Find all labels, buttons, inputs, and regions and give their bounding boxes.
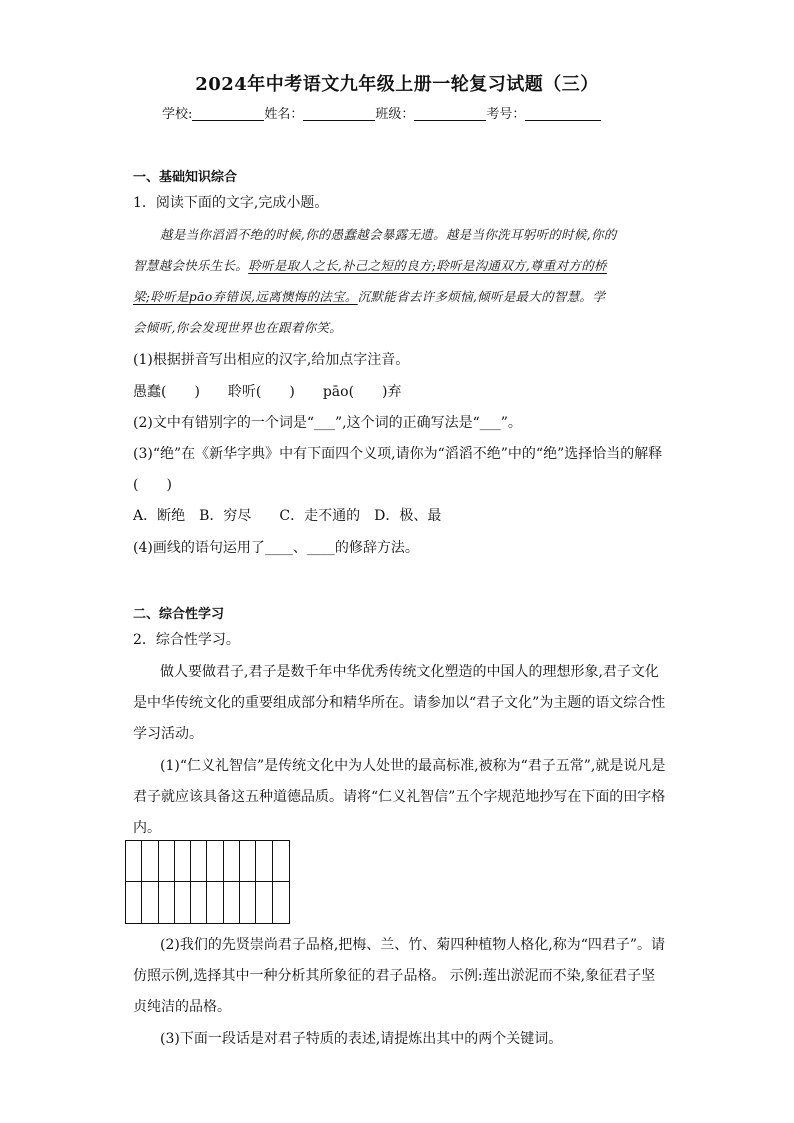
grid-cell[interactable] (175, 841, 191, 882)
grid-cell[interactable] (126, 882, 142, 923)
grid-cell[interactable] (256, 882, 272, 923)
subquestion-1-items: 愚蠢( ) 聆听( ) pāo( )弃 (133, 384, 402, 400)
intro-line-3: 学习活动。 (133, 726, 203, 742)
exam-no-label: 考号： (486, 107, 526, 122)
student-info-row (162, 103, 601, 122)
name-blank[interactable] (303, 106, 375, 121)
grid-cell[interactable] (159, 841, 175, 882)
subquestion-2-2-line-3: 贞纯洁的品格。 (133, 999, 231, 1015)
grid-cell[interactable] (159, 882, 175, 923)
subquestion-1: (1)根据拼音写出相应的汉字,给加点字注音。 (133, 352, 410, 368)
grid-cell[interactable] (175, 882, 191, 923)
intro-line-2: 是中华传统文化的重要组成部分和精华所在。请参加以“君子文化”为主题的语文综合性 (133, 695, 666, 711)
subquestion-2: (2)文中有错别字的一个词是“___”,这个词的正确写法是“___”。 (133, 415, 522, 431)
passage-text: 智慧越会快乐生长。 (133, 258, 249, 273)
question-2: 2．综合性学习。 (133, 632, 240, 648)
grid-cell[interactable] (256, 841, 272, 882)
subquestion-3: (3)“绝”在《新华字典》中有下面四个义项,请你为“滔滔不绝”中的“绝”选择恰当的解释 (133, 446, 663, 462)
question-1: 1．阅读下面的文字,完成小题。 (133, 195, 329, 211)
passage-line-3 (133, 287, 605, 305)
grid-cell[interactable] (142, 841, 158, 882)
intro-line-1: 做人要做君子,君子是数千年中华优秀传统文化塑造的中国人的理想形象,君子文化 (160, 664, 659, 680)
school-blank[interactable] (192, 106, 264, 121)
subquestion-2-2-line-1: (2)我们的先贤崇尚君子品格,把梅、兰、竹、菊四种植物人格化,称为“四君子”。请 (160, 937, 666, 953)
grid-cell[interactable] (142, 882, 158, 923)
class-blank[interactable] (414, 106, 486, 121)
grid-cell[interactable] (224, 841, 240, 882)
exam-no-blank[interactable] (525, 106, 601, 121)
passage-text: 沉默能省去许多烦恼,倾听是最大的智慧。学 (357, 289, 606, 304)
grid-cell[interactable] (126, 841, 142, 882)
subquestion-3-answer-paren: ( ) (133, 477, 172, 493)
tianzige-grid[interactable] (125, 840, 290, 924)
subquestion-2-3: (3)下面一段话是对君子特质的表述,请提炼出其中的两个关键词。 (160, 1031, 563, 1047)
grid-cell[interactable] (207, 882, 223, 923)
underlined-sentence: 聆听是取人之长,补己之短的良方;聆听是沟通双方,尊重对方的桥 (248, 258, 607, 273)
passage-line-1: 越是当你滔滔不绝的时候,你的愚蠢越会暴露无遗。越是当你洗耳躬听的时候,你的 (160, 227, 617, 242)
passage-line-4: 会倾听,你会发现世界也在跟着你笑。 (133, 320, 343, 335)
school-label: 学校: (162, 107, 193, 122)
grid-cell[interactable] (224, 882, 240, 923)
grid-cell[interactable] (273, 841, 289, 882)
subquestion-2-1-line-1: (1)“仁义礼智信”是传统文化中为人处世的最高标准,被称为“君子五常”,就是说凡是 (160, 758, 666, 774)
grid-cell[interactable] (191, 882, 207, 923)
section-heading-basic: 一、基础知识综合 (133, 170, 238, 185)
subquestion-4: (4)画线的语句运用了____、____的修辞方法。 (133, 540, 419, 556)
class-label: 班级： (375, 107, 415, 122)
name-label: 姓名： (264, 107, 304, 122)
underlined-sentence: 梁;聆听是pāo弃错误,远离懊悔的法宝。 (133, 289, 358, 304)
subquestion-3-options: A．断绝 B．穷尽 C．走不通的 D．极、最 (133, 508, 442, 524)
grid-cell[interactable] (207, 841, 223, 882)
section-heading-comprehensive: 二、综合性学习 (133, 607, 225, 622)
passage-line-2 (133, 256, 607, 274)
subquestion-2-2-line-2: 仿照示例,选择其中一种分析其所象征的君子品格。 示例:莲出淤泥而不染,象征君子坚 (133, 968, 656, 984)
grid-cell[interactable] (273, 882, 289, 923)
page-title: 2024年中考语文九年级上册一轮复习试题（三） (195, 74, 599, 95)
grid-cell[interactable] (240, 882, 256, 923)
subquestion-2-1-line-3: 内。 (133, 820, 161, 836)
grid-cell[interactable] (240, 841, 256, 882)
grid-cell[interactable] (191, 841, 207, 882)
subquestion-2-1-line-2: 君子就应该具备这五种道德品质。请将“仁义礼智信”五个字规范地抄写在下面的田字格 (133, 789, 666, 805)
